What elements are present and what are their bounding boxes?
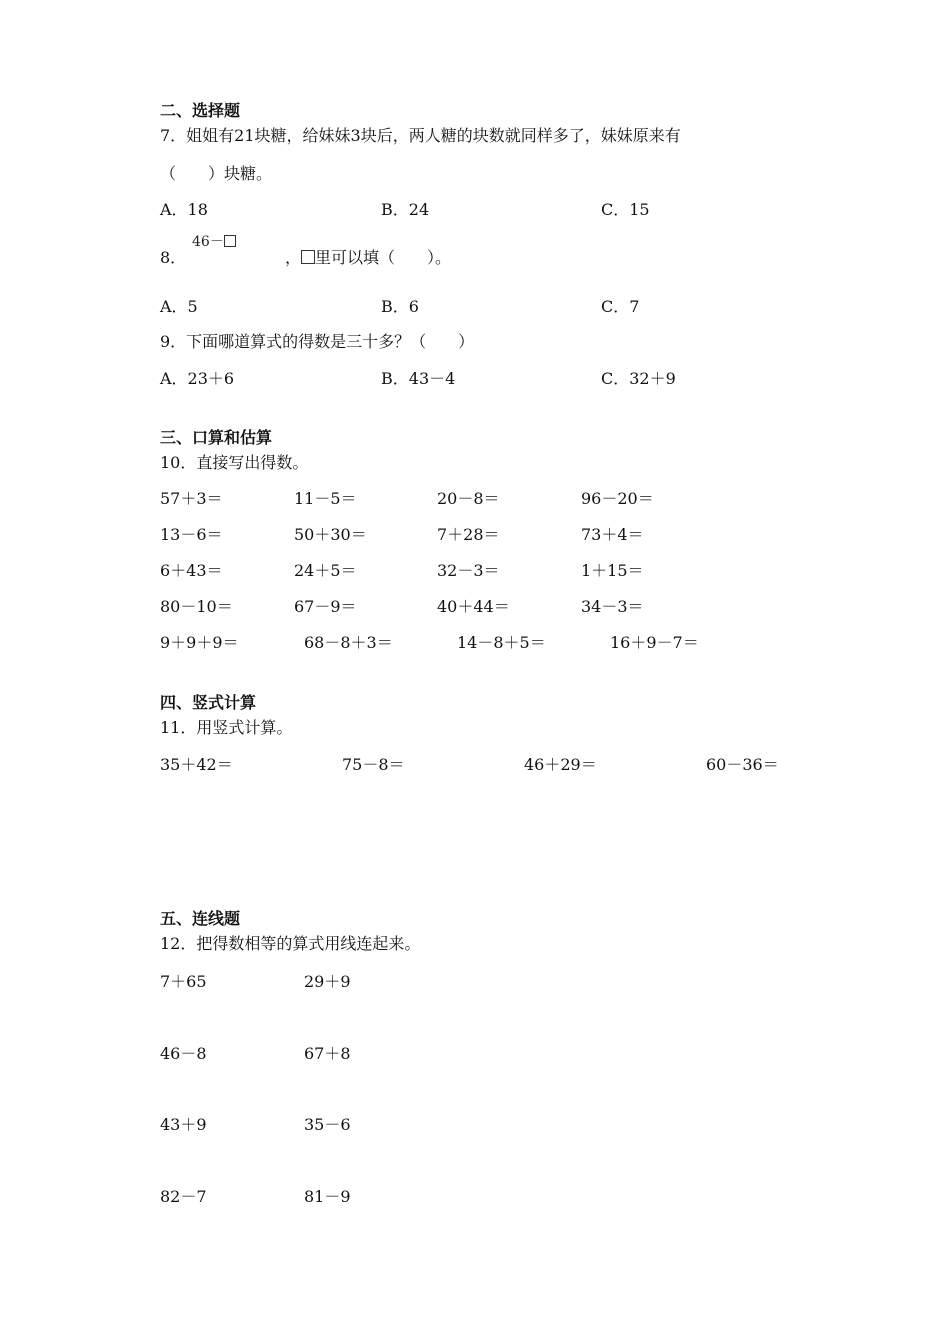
calc-item: 40＋44＝ [437,597,510,616]
calc-item: 67－9＝ [294,597,357,616]
option-c: C．32＋9 [601,369,676,388]
calc-item: 57＋3＝ [160,489,223,508]
vertical-calc-item: 46＋29＝ [524,755,597,774]
section-heading: 五、连线题 [160,909,241,928]
calc-item: 11－5＝ [294,489,357,508]
question-8-text-rest: 里可以填（ ）。 [315,248,452,267]
vertical-calc-item: 75－8＝ [342,755,405,774]
calc-item: 32－3＝ [437,561,500,580]
question-10-text: 10．直接写出得数。 [160,453,309,472]
formula-text: 46－ [192,234,224,250]
option-b: B．43－4 [381,369,456,388]
calc-item: 20－8＝ [437,489,500,508]
option-b: B．6 [381,297,419,316]
match-right-item: 35－6 [304,1115,351,1134]
question-8-text [285,248,451,268]
match-left-item: 46－8 [160,1044,207,1063]
vertical-calc-item: 35＋42＝ [160,755,233,774]
vertical-calc-item: 60－36＝ [706,755,779,774]
section-heading: 三、口算和估算 [160,428,273,447]
calc-item: 96－20＝ [581,489,654,508]
match-right-item: 29＋9 [304,972,351,991]
match-right-item: 81－9 [304,1187,351,1206]
option-a: A．18 [160,200,208,219]
calc-item: 16＋9－7＝ [610,633,699,652]
calc-item: 7＋28＝ [437,525,500,544]
question-8-formula [192,232,236,252]
calc-item: 14－8＋5＝ [457,633,546,652]
calc-item: 6＋43＝ [160,561,223,580]
blank-box-icon [224,235,236,247]
question-7-text: 7．姐姐有21块糖，给妹妹3块后，两人糖的块数就同样多了，妹妹原来有 [160,126,681,145]
match-left-item: 7＋65 [160,972,207,991]
calc-item: 73＋4＝ [581,525,644,544]
calc-item: 34－3＝ [581,597,644,616]
question-12-text: 12．把得数相等的算式用线连起来。 [160,934,421,953]
option-b: B．24 [381,200,430,219]
match-left-item: 82－7 [160,1187,207,1206]
question-11-text: 11．用竖式计算。 [160,718,293,737]
question-8-number: 8． [160,248,187,267]
match-left-item: 43＋9 [160,1115,207,1134]
calc-item: 1＋15＝ [581,561,644,580]
question-7-text-cont: （ ）块糖。 [160,164,273,183]
option-c: C．15 [601,200,650,219]
section-heading: 二、选择题 [160,101,241,120]
option-a: A．5 [160,297,198,316]
question-9-text: 9．下面哪道算式的得数是三十多？（ ） [160,332,475,351]
calc-item: 80－10＝ [160,597,233,616]
calc-item: 24＋5＝ [294,561,357,580]
section-heading: 四、竖式计算 [160,693,257,712]
calc-item: 13－6＝ [160,525,223,544]
blank-box-icon [301,250,315,264]
calc-item: 9＋9＋9＝ [160,633,239,652]
calc-item: 50＋30＝ [294,525,367,544]
option-c: C．7 [601,297,640,316]
comma: ， [285,248,302,267]
calc-item: 68－8＋3＝ [304,633,393,652]
match-right-item: 67＋8 [304,1044,351,1063]
option-a: A．23＋6 [160,369,235,388]
